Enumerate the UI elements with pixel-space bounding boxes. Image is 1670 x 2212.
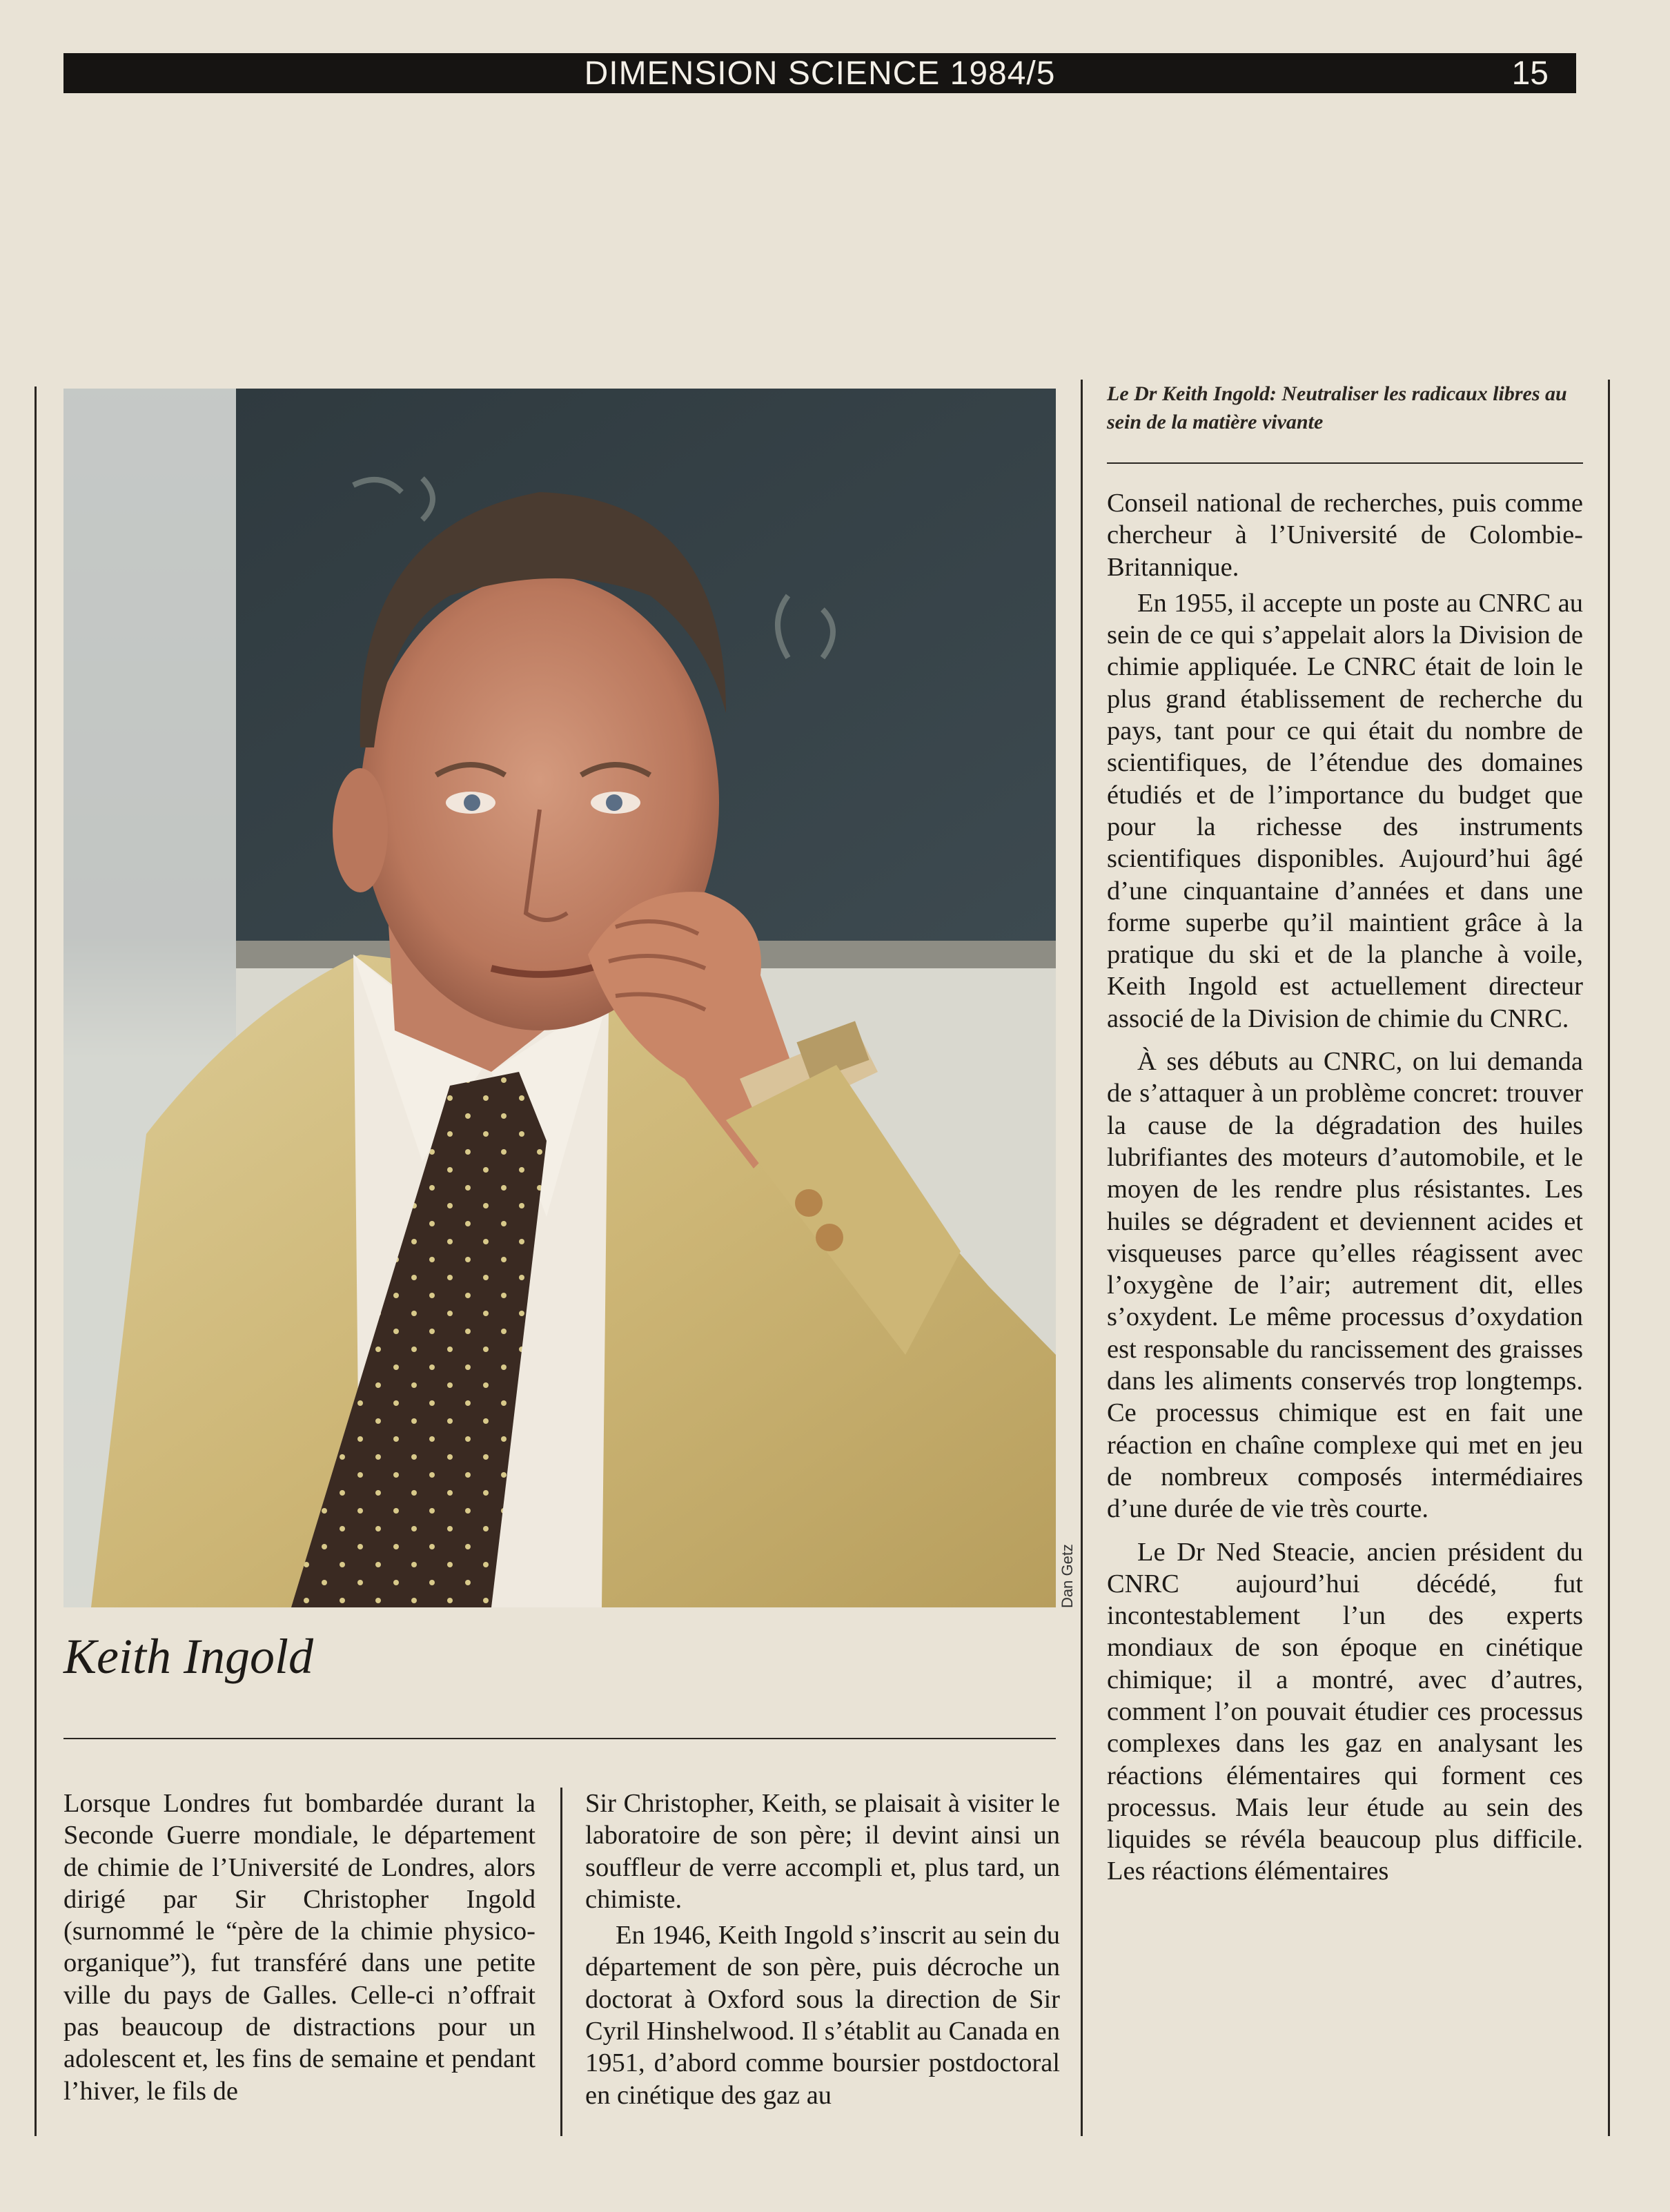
running-header: [63, 53, 1576, 93]
photo-caption: Le Dr Keith Ingold: Neutraliser les radicaux libres au sein de la matière vivante: [1107, 382, 1567, 433]
paragraph: Lorsque Londres fut bombardée durant la Seconde Guerre mondiale, le département de chimie de l’Université de Londres, alors dirigé par Sir Christopher Ingold (surnommé le “père de la chimie physico-organique”), fut transféré dans une petite ville du pays de Galles. Celle-ci n’offrait pas beaucoup de distractions pour un adolescent et, les fins de semaine et pendant l’hiver, le fils de: [63, 1789, 536, 2106]
text-column-1: [63, 1788, 536, 2107]
paragraph: Conseil national de recherches, puis comme chercheur à l’Université de Colombie-Britannique.: [1107, 489, 1583, 582]
portrait-illustration: [63, 389, 1056, 1607]
paragraph: Sir Christopher, Keith, se plaisait à visiter le laboratoire de son père; il devint ainsi un souffleur de verre accompli et, plus tard, un chimiste.: [585, 1789, 1060, 1914]
caption-rule: [1107, 462, 1583, 464]
page-number: 15: [1511, 55, 1549, 92]
column-rule-photo: [1081, 380, 1083, 2136]
column-rule-lower: [560, 1788, 562, 2136]
right-margin-rule: [1608, 380, 1610, 2136]
publication-title: DIMENSION SCIENCE 1984/5: [584, 55, 1056, 92]
paragraph: À ses débuts au CNRC, on lui demanda de s’attaquer à un problème concret: trouver la cause de la dégradation des huiles lubrifiantes des moteurs d’automobile, et le moyen de les rendre plus résistantes. Les huiles se dégradent et deviennent acides et visqueuses parce qu’elles réagissent avec l’oxygène de l’air; autrement dit, elles s’oxydent. Le même processus d’oxydation est responsable du rancissement des graisses dans les aliments conservés trop longtemps. Ce processus chimique est en fait une réaction en chaîne complexe qui met en jeu de nombreux composés intermédiaires d’une durée de vie très courte.: [1107, 1047, 1583, 1524]
paragraph: Le Dr Ned Steacie, ancien président du CNRC aujourd’hui décédé, fut incontestablement l’un des experts mondiaux de son époque en cinétique chimique; il a montré, avec d’autres, comment l’on pouvait étudier ces processus complexes dans les gaz en analysant les réactions élémentaires qui forment ces processus. Mais leur étude au sein des liquides se révéla beaucoup plus difficile. Les réactions élémentaires: [1107, 1537, 1583, 1886]
photo-credit: Dan Getz: [1059, 1544, 1076, 1608]
portrait-photo: [63, 389, 1056, 1607]
title-rule: [63, 1738, 1056, 1739]
paragraph: En 1946, Keith Ingold s’inscrit au sein du département de son père, puis décroche un doctorat à Oxford sous la direction de Sir Cyril Hinshelwood. Il s’établit au Canada en 1951, d’abord comme boursier postdoctoral en cinétique des gaz au: [585, 1921, 1060, 2110]
text-column-2: [585, 1788, 1060, 2111]
paragraph: En 1955, il accepte un poste au CNRC au sein de ce qui s’appelait alors la Division de chimie appliquée. Le CNRC était de loin le plus grand établissement de recherche du pays, tant pour ce qui était du nombre de scientifiques, de l’étendue des domaines étudiés et de l’importance du budget que pour la richesse des instruments scientifiques disponibles. Aujourd’hui âgé d’une cinquantaine d’années et dans une forme superbe qu’il maintient grâce à la pratique du ski et de la planche à voile, Keith Ingold est actuellement directeur associé de la Division de chimie du CNRC.: [1107, 588, 1583, 1033]
text-column-3: [1107, 487, 1583, 1888]
article-title: Keith Ingold: [63, 1629, 313, 1684]
left-margin-rule: [35, 386, 37, 2136]
